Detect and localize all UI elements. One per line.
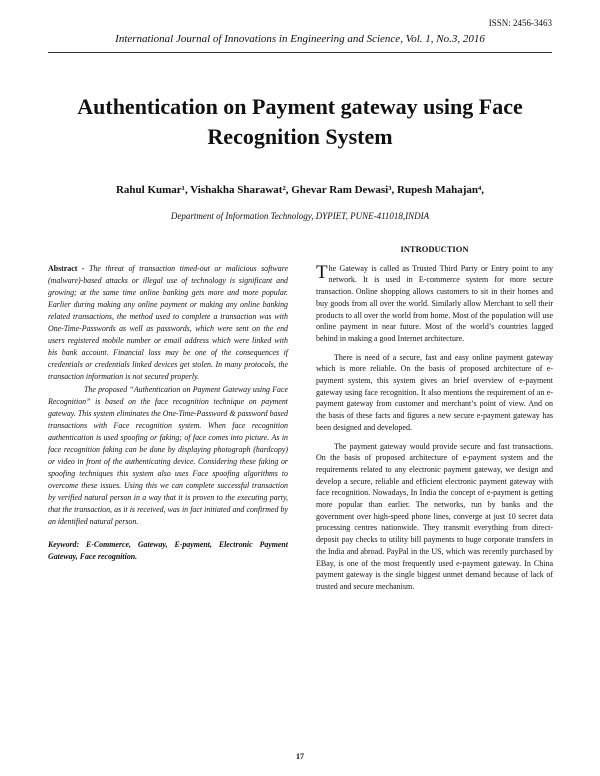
- journal-header: International Journal of Innovations in Engineering and Science, Vol. 1, No.3, 2016: [115, 33, 485, 45]
- abstract-label: Abstract -: [48, 264, 85, 273]
- author-list: Rahul Kumar¹, Vishakha Sharawat², Ghevar Ram Dewasi³, Rupesh Mahajan⁴,: [115, 184, 485, 196]
- keywords: Keyword: E-Commerce, Gateway, E-payment, Electronic Payment Gateway, Face recognition.: [48, 540, 288, 561]
- abstract-paragraph-2: The proposed “Authentication on Payment Gateway using Face Recognition” is based on the face recognition technique on payment gateway. This system eliminates the One-Time-Password & password based transactions with Face recognition system. When face recognition authentication is used spoofing or faking; of face comes into picture. As in face recognition faking can be done by displaying photograph (hardcopy) or video in front of the authenticating device. Considering these faking or spoofing techniques this system also uses Face spoofing algorithms to overcome these issues. Using this we can complete successful transaction by verified natural person in a way that it is proven to the executing party, that the transaction, as it is received, was in fact initiated and confirmed by an identified natural person.: [48, 385, 288, 526]
- abstract-text-1: The threat of transaction timed-out or malicious software (malware)-based attacks or illegal use of technology is significant and growing; at the same time online banking gets more and more popular. Earlier during making any online payment or making any online banking related transactions, the method used to complete a transaction was with One-Time-Passwords as well as passwords, which were sent on the end users registered mobile number or email address which were linked with his bank account. Financial loss may be one of the consequences if credentials or credentials linked devices get stolen. In many protocols, the transaction information is not secured properly.: [48, 264, 288, 381]
- issn: ISSN: 2456-3463: [488, 18, 552, 28]
- intro-paragraph-3: The payment gateway would provide secure and fast transactions. On the basis of proposed architecture of e-payment system and the requirements related to any electronic payment gateway, we design and develop a secure, reliable and efficient electronic payment gateway with face recognition. Nowadays, In India the concept of e-payment is getting more popular than earlier. The networks, run by banks and the government over high-speed phone lines, converge at just 10 secret data processing centres nationwide. They transmit everything from direct-deposit pay checks to utility bill payments to huge corporate transfers in the India and abroad. PayPal in the US, which was recently purchased by EBay, is one of the most frequently used e-payment gateway. In China payment gateway is the single biggest unmet demand because of lack of trusted and secure mechanism.: [316, 441, 553, 591]
- left-column: [48, 263, 288, 563]
- header-rule: [48, 52, 552, 53]
- abstract-paragraph-1: [48, 263, 288, 383]
- intro-text-1: he Gateway is called as Trusted Third Party or Entry point to any network. It is used in E-commerce system for more secure transaction. Online shopping allows customers to sit in their homes and buy goods from all over the world. Similarly allow Merchant to sell their products to all over the world from home. Most of the population will use online payment in near future. Most of the world’s countries lagged behind in making a good Internet architecture.: [316, 263, 553, 343]
- intro-paragraph-2: There is need of a secure, fast and easy online payment gateway which is more reliable. On the basis of proposed architecture of e-payment system, this system gives an brief overview of e-payment gateway using face recognition. It also mentions the requirement of an e-payment gateway from customer and merchant’s point of view. And on the basis of these facts and figures a new secure e-payment gateway has been designed and developed.: [316, 352, 553, 432]
- paper-title: Authentication on Payment gateway using Face Recognition System: [77, 94, 523, 149]
- affiliation: Department of Information Technology, DYPIET, PUNE-411018,INDIA: [170, 211, 430, 221]
- right-column: [316, 244, 553, 593]
- intro-paragraph-1: [316, 263, 553, 345]
- section-heading-introduction: INTRODUCTION: [400, 244, 469, 254]
- page-number: 17: [296, 752, 304, 761]
- drop-cap: T: [316, 261, 328, 283]
